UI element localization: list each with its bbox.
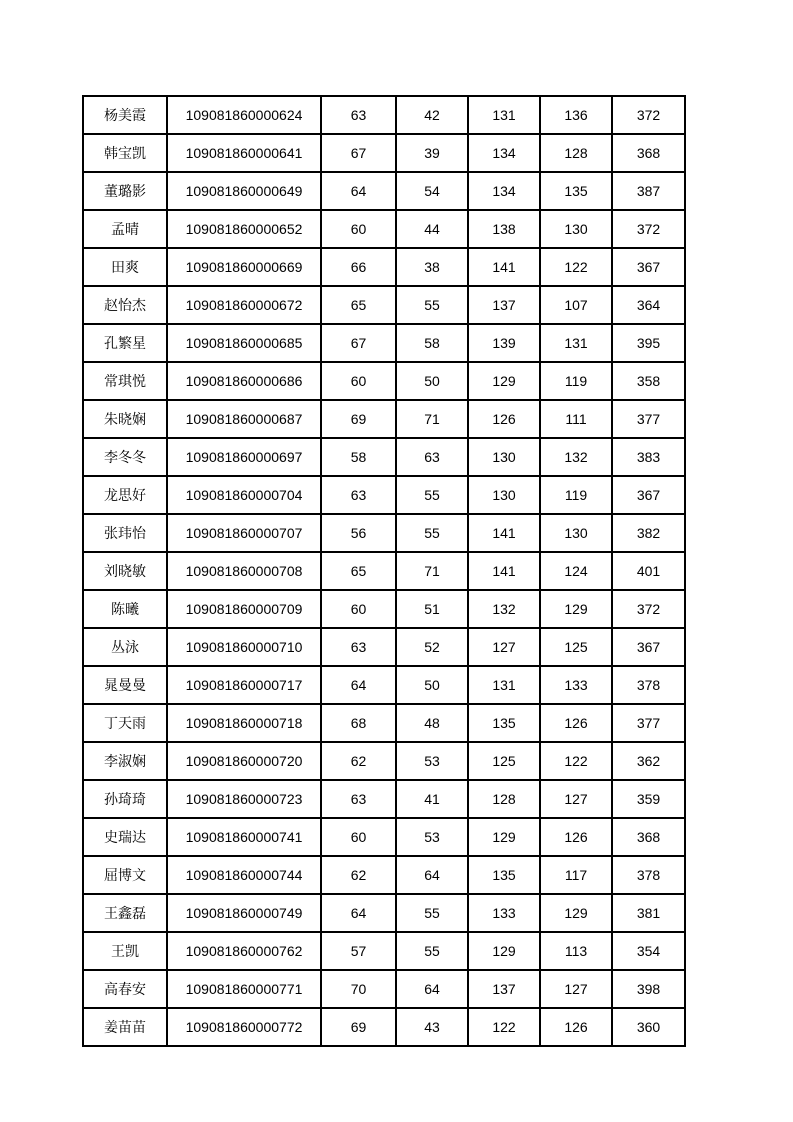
score-cell-1: 60 bbox=[321, 818, 396, 856]
score-cell-2: 42 bbox=[396, 96, 468, 134]
total-score-cell: 395 bbox=[612, 324, 685, 362]
total-score-cell: 368 bbox=[612, 134, 685, 172]
table-row bbox=[83, 400, 685, 438]
total-score-cell: 387 bbox=[612, 172, 685, 210]
score-cell-4: 126 bbox=[540, 704, 612, 742]
score-cell-3: 133 bbox=[468, 894, 540, 932]
score-cell-3: 135 bbox=[468, 704, 540, 742]
score-cell-3: 137 bbox=[468, 286, 540, 324]
score-cell-3: 126 bbox=[468, 400, 540, 438]
candidate-id-cell: 109081860000641 bbox=[167, 134, 321, 172]
score-cell-4: 130 bbox=[540, 514, 612, 552]
score-cell-1: 60 bbox=[321, 362, 396, 400]
score-cell-1: 70 bbox=[321, 970, 396, 1008]
table-row bbox=[83, 438, 685, 476]
candidate-id-cell: 109081860000718 bbox=[167, 704, 321, 742]
total-score-cell: 359 bbox=[612, 780, 685, 818]
score-cell-1: 58 bbox=[321, 438, 396, 476]
score-cell-2: 39 bbox=[396, 134, 468, 172]
candidate-id-cell: 109081860000744 bbox=[167, 856, 321, 894]
score-cell-3: 125 bbox=[468, 742, 540, 780]
score-cell-4: 113 bbox=[540, 932, 612, 970]
score-cell-2: 38 bbox=[396, 248, 468, 286]
candidate-id-cell: 109081860000717 bbox=[167, 666, 321, 704]
score-cell-2: 43 bbox=[396, 1008, 468, 1046]
candidate-id-cell: 109081860000771 bbox=[167, 970, 321, 1008]
candidate-id-cell: 109081860000749 bbox=[167, 894, 321, 932]
score-cell-4: 127 bbox=[540, 970, 612, 1008]
score-cell-1: 69 bbox=[321, 1008, 396, 1046]
student-name-cell: 韩宝凯 bbox=[83, 134, 167, 172]
score-cell-1: 64 bbox=[321, 666, 396, 704]
student-name-cell: 赵怡杰 bbox=[83, 286, 167, 324]
total-score-cell: 368 bbox=[612, 818, 685, 856]
table-row bbox=[83, 932, 685, 970]
total-score-cell: 378 bbox=[612, 666, 685, 704]
candidate-id-cell: 109081860000772 bbox=[167, 1008, 321, 1046]
score-cell-1: 66 bbox=[321, 248, 396, 286]
score-cell-2: 44 bbox=[396, 210, 468, 248]
table-row bbox=[83, 552, 685, 590]
student-name-cell: 王鑫磊 bbox=[83, 894, 167, 932]
student-name-cell: 田爽 bbox=[83, 248, 167, 286]
student-name-cell: 孙琦琦 bbox=[83, 780, 167, 818]
score-cell-2: 71 bbox=[396, 400, 468, 438]
table-row bbox=[83, 514, 685, 552]
student-name-cell: 姜苗苗 bbox=[83, 1008, 167, 1046]
score-cell-2: 41 bbox=[396, 780, 468, 818]
student-name-cell: 张玮怡 bbox=[83, 514, 167, 552]
score-cell-2: 51 bbox=[396, 590, 468, 628]
score-cell-4: 131 bbox=[540, 324, 612, 362]
score-table bbox=[82, 95, 686, 1047]
score-cell-2: 55 bbox=[396, 286, 468, 324]
total-score-cell: 372 bbox=[612, 210, 685, 248]
score-cell-2: 64 bbox=[396, 970, 468, 1008]
score-cell-4: 119 bbox=[540, 362, 612, 400]
score-cell-2: 58 bbox=[396, 324, 468, 362]
score-cell-1: 67 bbox=[321, 134, 396, 172]
table-row bbox=[83, 248, 685, 286]
score-cell-2: 53 bbox=[396, 742, 468, 780]
table-row bbox=[83, 856, 685, 894]
score-cell-1: 65 bbox=[321, 552, 396, 590]
score-cell-3: 129 bbox=[468, 818, 540, 856]
total-score-cell: 377 bbox=[612, 400, 685, 438]
table-row bbox=[83, 286, 685, 324]
score-cell-4: 127 bbox=[540, 780, 612, 818]
score-cell-4: 133 bbox=[540, 666, 612, 704]
table-row bbox=[83, 666, 685, 704]
score-cell-1: 68 bbox=[321, 704, 396, 742]
total-score-cell: 398 bbox=[612, 970, 685, 1008]
total-score-cell: 367 bbox=[612, 628, 685, 666]
score-cell-2: 50 bbox=[396, 362, 468, 400]
score-cell-4: 130 bbox=[540, 210, 612, 248]
score-cell-3: 128 bbox=[468, 780, 540, 818]
candidate-id-cell: 109081860000710 bbox=[167, 628, 321, 666]
table-row bbox=[83, 590, 685, 628]
score-cell-2: 55 bbox=[396, 476, 468, 514]
score-cell-3: 141 bbox=[468, 514, 540, 552]
score-cell-3: 141 bbox=[468, 248, 540, 286]
candidate-id-cell: 109081860000707 bbox=[167, 514, 321, 552]
score-cell-3: 134 bbox=[468, 134, 540, 172]
candidate-id-cell: 109081860000652 bbox=[167, 210, 321, 248]
score-cell-2: 55 bbox=[396, 932, 468, 970]
student-name-cell: 屈博文 bbox=[83, 856, 167, 894]
candidate-id-cell: 109081860000704 bbox=[167, 476, 321, 514]
score-table-body bbox=[83, 96, 685, 1046]
total-score-cell: 358 bbox=[612, 362, 685, 400]
student-name-cell: 杨美霞 bbox=[83, 96, 167, 134]
score-cell-2: 55 bbox=[396, 514, 468, 552]
score-cell-4: 126 bbox=[540, 1008, 612, 1046]
score-cell-4: 124 bbox=[540, 552, 612, 590]
score-cell-3: 129 bbox=[468, 362, 540, 400]
score-cell-3: 127 bbox=[468, 628, 540, 666]
score-cell-3: 139 bbox=[468, 324, 540, 362]
score-cell-2: 64 bbox=[396, 856, 468, 894]
total-score-cell: 377 bbox=[612, 704, 685, 742]
score-cell-1: 69 bbox=[321, 400, 396, 438]
score-cell-2: 54 bbox=[396, 172, 468, 210]
student-name-cell: 丛泳 bbox=[83, 628, 167, 666]
table-row bbox=[83, 742, 685, 780]
score-cell-3: 141 bbox=[468, 552, 540, 590]
candidate-id-cell: 109081860000672 bbox=[167, 286, 321, 324]
score-cell-4: 128 bbox=[540, 134, 612, 172]
total-score-cell: 381 bbox=[612, 894, 685, 932]
table-row bbox=[83, 1008, 685, 1046]
table-row bbox=[83, 628, 685, 666]
score-cell-4: 107 bbox=[540, 286, 612, 324]
student-name-cell: 晁曼曼 bbox=[83, 666, 167, 704]
table-row bbox=[83, 362, 685, 400]
score-cell-1: 57 bbox=[321, 932, 396, 970]
score-cell-1: 63 bbox=[321, 96, 396, 134]
table-row bbox=[83, 970, 685, 1008]
candidate-id-cell: 109081860000624 bbox=[167, 96, 321, 134]
score-cell-4: 111 bbox=[540, 400, 612, 438]
total-score-cell: 360 bbox=[612, 1008, 685, 1046]
score-cell-1: 56 bbox=[321, 514, 396, 552]
total-score-cell: 372 bbox=[612, 96, 685, 134]
student-name-cell: 陈曦 bbox=[83, 590, 167, 628]
student-name-cell: 史瑞达 bbox=[83, 818, 167, 856]
score-cell-4: 122 bbox=[540, 248, 612, 286]
student-name-cell: 孔繁星 bbox=[83, 324, 167, 362]
score-cell-1: 63 bbox=[321, 780, 396, 818]
candidate-id-cell: 109081860000669 bbox=[167, 248, 321, 286]
score-cell-4: 122 bbox=[540, 742, 612, 780]
student-name-cell: 常琪悦 bbox=[83, 362, 167, 400]
table-row bbox=[83, 818, 685, 856]
student-name-cell: 李淑娴 bbox=[83, 742, 167, 780]
total-score-cell: 382 bbox=[612, 514, 685, 552]
score-cell-1: 60 bbox=[321, 210, 396, 248]
score-cell-4: 119 bbox=[540, 476, 612, 514]
score-cell-2: 55 bbox=[396, 894, 468, 932]
table-row bbox=[83, 96, 685, 134]
candidate-id-cell: 109081860000708 bbox=[167, 552, 321, 590]
candidate-id-cell: 109081860000685 bbox=[167, 324, 321, 362]
score-cell-2: 63 bbox=[396, 438, 468, 476]
student-name-cell: 孟晴 bbox=[83, 210, 167, 248]
score-cell-2: 52 bbox=[396, 628, 468, 666]
candidate-id-cell: 109081860000723 bbox=[167, 780, 321, 818]
score-cell-1: 60 bbox=[321, 590, 396, 628]
score-cell-3: 122 bbox=[468, 1008, 540, 1046]
score-cell-2: 53 bbox=[396, 818, 468, 856]
score-cell-2: 50 bbox=[396, 666, 468, 704]
total-score-cell: 354 bbox=[612, 932, 685, 970]
table-row bbox=[83, 704, 685, 742]
total-score-cell: 367 bbox=[612, 248, 685, 286]
score-cell-1: 67 bbox=[321, 324, 396, 362]
score-cell-3: 129 bbox=[468, 932, 540, 970]
score-cell-1: 63 bbox=[321, 476, 396, 514]
score-cell-2: 48 bbox=[396, 704, 468, 742]
candidate-id-cell: 109081860000649 bbox=[167, 172, 321, 210]
total-score-cell: 362 bbox=[612, 742, 685, 780]
score-cell-1: 63 bbox=[321, 628, 396, 666]
score-cell-1: 64 bbox=[321, 172, 396, 210]
total-score-cell: 401 bbox=[612, 552, 685, 590]
student-name-cell: 龙思好 bbox=[83, 476, 167, 514]
student-name-cell: 王凯 bbox=[83, 932, 167, 970]
score-cell-4: 129 bbox=[540, 590, 612, 628]
table-row bbox=[83, 134, 685, 172]
score-cell-1: 62 bbox=[321, 856, 396, 894]
student-name-cell: 丁天雨 bbox=[83, 704, 167, 742]
score-cell-4: 117 bbox=[540, 856, 612, 894]
score-cell-3: 137 bbox=[468, 970, 540, 1008]
score-cell-3: 131 bbox=[468, 666, 540, 704]
score-cell-3: 130 bbox=[468, 438, 540, 476]
table-row bbox=[83, 210, 685, 248]
candidate-id-cell: 109081860000686 bbox=[167, 362, 321, 400]
table-row bbox=[83, 172, 685, 210]
score-cell-2: 71 bbox=[396, 552, 468, 590]
candidate-id-cell: 109081860000720 bbox=[167, 742, 321, 780]
total-score-cell: 364 bbox=[612, 286, 685, 324]
table-row bbox=[83, 780, 685, 818]
table-row bbox=[83, 894, 685, 932]
candidate-id-cell: 109081860000741 bbox=[167, 818, 321, 856]
score-cell-3: 134 bbox=[468, 172, 540, 210]
score-cell-1: 65 bbox=[321, 286, 396, 324]
student-name-cell: 李冬冬 bbox=[83, 438, 167, 476]
score-cell-4: 126 bbox=[540, 818, 612, 856]
candidate-id-cell: 109081860000709 bbox=[167, 590, 321, 628]
candidate-id-cell: 109081860000762 bbox=[167, 932, 321, 970]
student-name-cell: 刘晓敏 bbox=[83, 552, 167, 590]
student-name-cell: 朱晓娴 bbox=[83, 400, 167, 438]
student-name-cell: 董璐影 bbox=[83, 172, 167, 210]
score-cell-3: 132 bbox=[468, 590, 540, 628]
total-score-cell: 367 bbox=[612, 476, 685, 514]
total-score-cell: 378 bbox=[612, 856, 685, 894]
score-cell-4: 135 bbox=[540, 172, 612, 210]
score-cell-3: 131 bbox=[468, 96, 540, 134]
total-score-cell: 372 bbox=[612, 590, 685, 628]
score-cell-4: 125 bbox=[540, 628, 612, 666]
score-cell-1: 64 bbox=[321, 894, 396, 932]
score-cell-4: 132 bbox=[540, 438, 612, 476]
score-cell-3: 135 bbox=[468, 856, 540, 894]
score-cell-1: 62 bbox=[321, 742, 396, 780]
candidate-id-cell: 109081860000687 bbox=[167, 400, 321, 438]
table-row bbox=[83, 476, 685, 514]
candidate-id-cell: 109081860000697 bbox=[167, 438, 321, 476]
student-name-cell: 高春安 bbox=[83, 970, 167, 1008]
score-cell-3: 130 bbox=[468, 476, 540, 514]
score-cell-4: 136 bbox=[540, 96, 612, 134]
table-row bbox=[83, 324, 685, 362]
score-cell-4: 129 bbox=[540, 894, 612, 932]
total-score-cell: 383 bbox=[612, 438, 685, 476]
score-cell-3: 138 bbox=[468, 210, 540, 248]
